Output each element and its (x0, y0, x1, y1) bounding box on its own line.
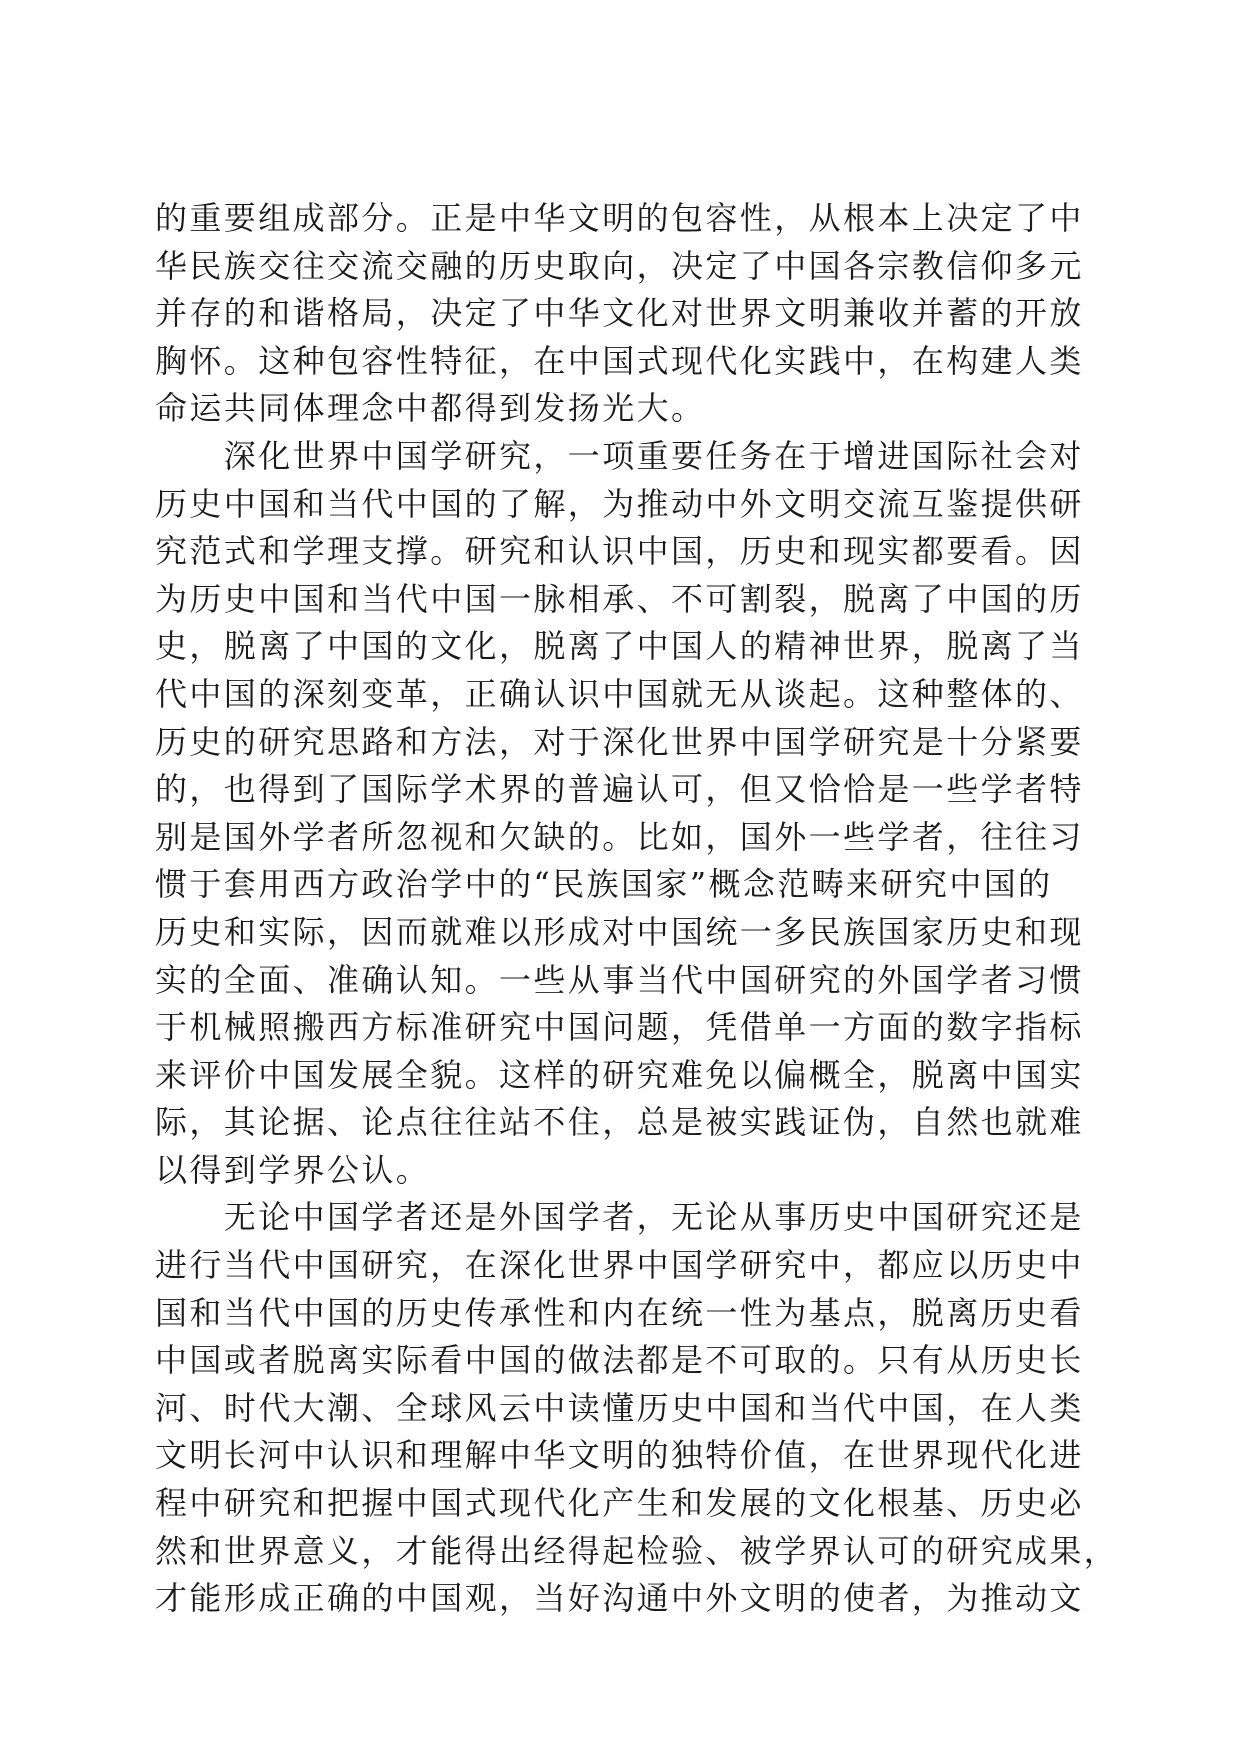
paragraph-2 (155, 433, 1084, 1195)
text-line: 际，其论据、论点往往站不住，总是被实践证伪，自然也就难 (155, 1103, 1084, 1142)
text-line: 为历史中国和当代中国一脉相承、不可割裂，脱离了中国的历 (155, 579, 1084, 618)
text-line: 究范式和学理支撑。研究和认识中国，历史和现实都要看。因 (155, 532, 1084, 571)
text-line: 历史和实际，因而就难以形成对中国统一多民族国家历史和现 (155, 912, 1084, 951)
paragraph-1 (155, 195, 1084, 433)
text-line: 代中国的深刻变革，正确认识中国就无从谈起。这种整体的、 (155, 674, 1084, 713)
text-line: 历史中国和当代中国的了解，为推动中外文明交流互鉴提供研 (155, 484, 1084, 523)
text-line: 无论中国学者还是外国学者，无论从事历史中国研究还是 (155, 1198, 1084, 1237)
text-line: 并存的和谐格局，决定了中华文化对世界文明兼收并蓄的开放 (155, 294, 1084, 333)
text-line: 胸怀。这种包容性特征，在中国式现代化实践中，在构建人类 (155, 341, 1084, 380)
text-line: 惯于套用西方政治学中的“民族国家”概念范畴来研究中国的 (155, 865, 1053, 904)
text-line: 以得到学界公认。 (155, 1150, 431, 1189)
text-line: 然和世界意义，才能得出经得起检验、被学界认可的研究成果， (155, 1531, 1119, 1570)
text-line: 历史的研究思路和方法，对于深化世界中国学研究是十分紧要 (155, 722, 1084, 761)
text-line: 实的全面、准确认知。一些从事当代中国研究的外国学者习惯 (155, 960, 1084, 999)
text-line: 河、时代大潮、全球风云中读懂历史中国和当代中国，在人类 (155, 1388, 1084, 1427)
text-line: 中国或者脱离实际看中国的做法都是不可取的。只有从历史长 (155, 1341, 1084, 1380)
text-line: 的，也得到了国际学术界的普遍认可，但又恰恰是一些学者特 (155, 770, 1084, 809)
text-line: 进行当代中国研究，在深化世界中国学研究中，都应以历史中 (155, 1246, 1084, 1285)
text-line: 来评价中国发展全貌。这样的研究难免以偏概全，脱离中国实 (155, 1055, 1084, 1094)
text-line: 别是国外学者所忽视和欠缺的。比如，国外一些学者，往往习 (155, 817, 1084, 856)
text-line: 才能形成正确的中国观，当好沟通中外文明的使者，为推动文 (155, 1579, 1084, 1618)
text-line: 命运共同体理念中都得到发扬光大。 (155, 389, 706, 428)
paragraph-3 (155, 1194, 1119, 1622)
text-line: 深化世界中国学研究，一项重要任务在于增进国际社会对 (155, 436, 1084, 475)
body-text (155, 195, 1119, 1623)
text-line: 文明长河中认识和理解中华文明的独特价值，在世界现代化进 (155, 1436, 1084, 1475)
text-line: 史，脱离了中国的文化，脱离了中国人的精神世界，脱离了当 (155, 627, 1084, 666)
text-line: 于机械照搬西方标准研究中国问题，凭借单一方面的数字指标 (155, 1008, 1084, 1047)
text-line: 华民族交往交流交融的历史取向，决定了中国各宗教信仰多元 (155, 246, 1084, 285)
text-line: 程中研究和把握中国式现代化产生和发展的文化根基、历史必 (155, 1484, 1084, 1523)
text-line: 的重要组成部分。正是中华文明的包容性，从根本上决定了中 (155, 199, 1084, 237)
text-line: 国和当代中国的历史传承性和内在统一性为基点，脱离历史看 (155, 1293, 1084, 1332)
